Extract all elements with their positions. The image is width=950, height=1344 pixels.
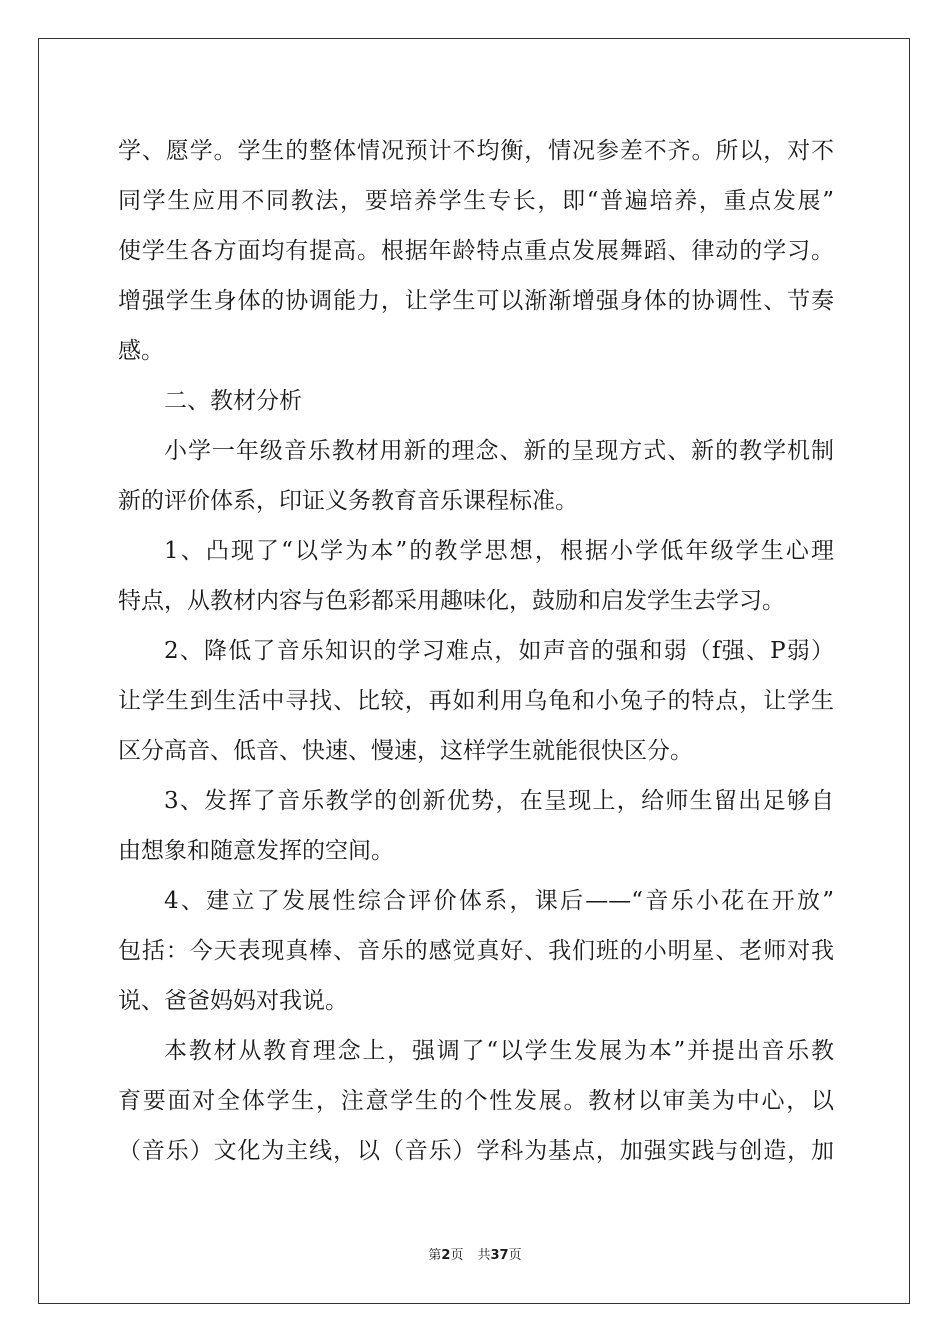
text-line: 3、发挥了音乐教学的创新优势，在呈现上，给师生留出足够自 xyxy=(164,788,834,814)
text-line: 让学生到生活中寻找、比较，再如利用乌龟和小兔子的特点，让学生 xyxy=(118,688,834,714)
page-footer xyxy=(0,1244,950,1263)
text-line: 2、降低了音乐知识的学习难点，如声音的强和弱（f强、P弱） xyxy=(164,638,834,664)
text-line: 4、建立了发展性综合评价体系，课后——“音乐小花在开放” xyxy=(164,888,834,914)
text-line: 学、愿学。学生的整体情况预计不均衡，情况参差不齐。所以，对不 xyxy=(118,138,834,164)
text-line: 说、爸爸妈妈对我说。 xyxy=(118,988,348,1014)
page-number: 2 xyxy=(441,1248,451,1263)
text-line: 特点，从教材内容与色彩都采用趣味化，鼓励和启发学生去学习。 xyxy=(118,588,785,614)
text-line: 由想象和随意发挥的空间。 xyxy=(118,838,394,864)
text-line: 同学生应用不同教法，要培养学生专长，即“普遍培养，重点发展” xyxy=(118,188,834,214)
page-label-prefix: 第 xyxy=(428,1248,442,1263)
document-body xyxy=(118,126,834,1176)
text-line: 育要面对全体学生，注意学生的个性发展。教材以审美为中心，以 xyxy=(118,1088,834,1114)
text-line: 二、教材分析 xyxy=(164,388,302,414)
text-line: 增强学生身体的协调能力，让学生可以渐渐增强身体的协调性、节奏 xyxy=(118,288,834,314)
page-label-suffix: 页 xyxy=(450,1248,464,1263)
text-line: 区分高音、低音、快速、慢速，这样学生就能很快区分。 xyxy=(118,738,693,764)
text-line: （音乐）文化为主线，以（音乐）学科为基点，加强实践与创造，加 xyxy=(118,1138,834,1164)
text-line: 1、凸现了“以学为本”的教学思想，根据小学低年级学生心理 xyxy=(164,538,834,564)
text-line: 新的评价体系，印证义务教育音乐课程标准。 xyxy=(118,488,578,514)
text-line: 使学生各方面均有提高。根据年龄特点重点发展舞蹈、律动的学习。 xyxy=(118,238,834,264)
text-line: 小学一年级音乐教材用新的理念、新的呈现方式、新的教学机制 xyxy=(164,438,834,464)
text-line: 包括：今天表现真棒、音乐的感觉真好、我们班的小明星、老师对我 xyxy=(118,938,834,964)
total-label-prefix: 共 xyxy=(477,1248,491,1263)
text-line: 感。 xyxy=(118,338,164,364)
total-label-suffix: 页 xyxy=(508,1248,522,1263)
text-line: 本教材从教育理念上，强调了“以学生发展为本”并提出音乐教 xyxy=(164,1038,834,1064)
total-pages: 37 xyxy=(490,1248,509,1263)
